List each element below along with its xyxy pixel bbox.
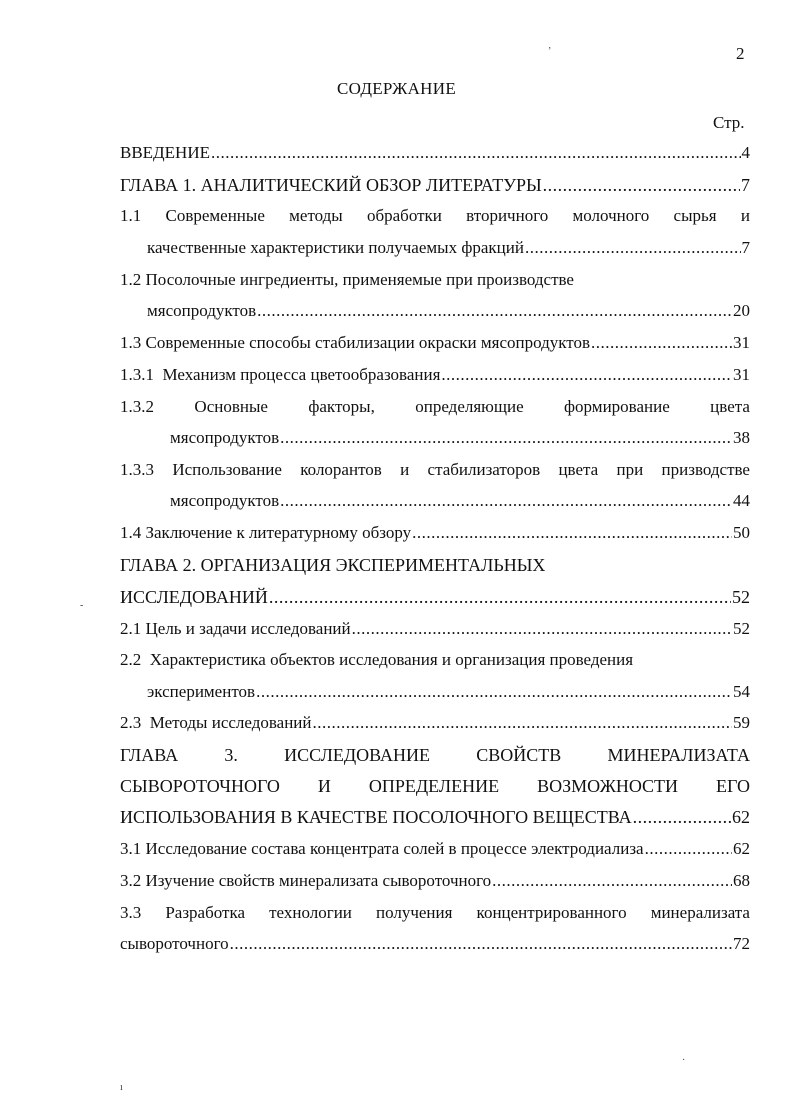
toc-word: получения bbox=[375, 903, 453, 922]
toc-entry-title: ГЛАВА 1. АНАЛИТИЧЕСКИЙ ОБЗОР ЛИТЕРАТУРЫ bbox=[120, 175, 542, 195]
scan-speck: · bbox=[682, 1055, 686, 1066]
toc-entry-title: 2.1 Цель и задачи исследований bbox=[120, 619, 351, 638]
toc-entry-page: 7 bbox=[741, 175, 750, 195]
toc-word: обработки bbox=[366, 206, 442, 225]
scan-speck: ı bbox=[120, 1082, 123, 1093]
toc-word: 3.3 bbox=[120, 903, 142, 922]
toc-entry-chapter-1[interactable] bbox=[120, 175, 750, 199]
toc-entry-page: 68 bbox=[733, 871, 750, 890]
toc-word: цвета bbox=[710, 397, 750, 416]
dot-leader bbox=[269, 587, 731, 608]
toc-entry-1-4[interactable] bbox=[120, 523, 750, 547]
page-column-label: Стр. bbox=[713, 113, 745, 132]
toc-word: методы bbox=[289, 206, 343, 225]
toc-entry-chapter-3-line3[interactable] bbox=[120, 807, 750, 831]
toc-entry-1-3-1[interactable] bbox=[120, 365, 750, 389]
toc-word: ЕГО bbox=[716, 776, 750, 796]
toc-word: МИНЕРАЛИЗАТА bbox=[607, 745, 750, 765]
toc-entry-page: 7 bbox=[741, 238, 750, 257]
dot-leader bbox=[412, 523, 732, 543]
toc-entry-title: мясопродуктов bbox=[170, 428, 280, 447]
toc-entry-1-3[interactable] bbox=[120, 333, 750, 357]
toc-entry-2-3[interactable] bbox=[120, 713, 750, 737]
toc-entry-page: 72 bbox=[733, 934, 750, 953]
toc-word: 1.3.2 bbox=[120, 397, 154, 416]
toc-entry-page: 52 bbox=[733, 619, 750, 638]
toc-entry-1-3-3-line1[interactable] bbox=[120, 460, 750, 484]
toc-entry-3-2[interactable] bbox=[120, 871, 750, 895]
toc-entry-title: 3.1 Исследование состава концентрата солей в процессе электродиализа bbox=[120, 839, 644, 858]
dot-leader bbox=[280, 491, 732, 511]
toc-entry-2-1[interactable] bbox=[120, 619, 750, 643]
toc-entry-title: сывороточного bbox=[120, 934, 229, 953]
toc-entry-1-1-line1[interactable] bbox=[120, 206, 750, 230]
toc-entry-title: 1.3 Современные способы стабилизации окраски мясопродуктов bbox=[120, 333, 591, 352]
dot-leader bbox=[230, 934, 732, 954]
toc-word: 1.1 bbox=[120, 206, 142, 225]
toc-word: и bbox=[400, 460, 410, 479]
toc-entry-title: мясопродуктов bbox=[170, 491, 280, 510]
toc-entry-title: качественные характеристики получаемых фракций bbox=[147, 238, 524, 257]
toc-word: Современные bbox=[165, 206, 265, 225]
toc-word: технологии bbox=[269, 903, 352, 922]
toc-word: молочного bbox=[572, 206, 650, 225]
dot-leader bbox=[591, 333, 732, 353]
toc-entry-introduction[interactable] bbox=[120, 143, 750, 167]
toc-word: факторы, bbox=[308, 397, 375, 416]
toc-word: ИССЛЕДОВАНИЕ bbox=[284, 745, 431, 765]
toc-word: цвета bbox=[558, 460, 599, 479]
toc-word: Основные bbox=[194, 397, 268, 416]
page-number: 2 bbox=[736, 44, 745, 63]
toc-word: 3. bbox=[224, 745, 238, 765]
toc-word: вторичного bbox=[466, 206, 549, 225]
toc-entry-3-1[interactable] bbox=[120, 839, 750, 863]
toc-entry-page: 44 bbox=[733, 491, 750, 510]
toc-word: колорантов bbox=[300, 460, 382, 479]
toc-word: концентрированного bbox=[476, 903, 627, 922]
toc-entry-title: 3.2 Изучение свойств минерализата сывороточного bbox=[120, 871, 492, 890]
dot-leader bbox=[313, 713, 732, 733]
toc-word: и bbox=[740, 206, 750, 225]
toc-entry-page: 50 bbox=[733, 523, 750, 542]
toc-entry-page: 59 bbox=[733, 713, 750, 732]
toc-entry-2-2-line1[interactable] bbox=[120, 650, 750, 674]
toc-entry-page: 54 bbox=[733, 682, 750, 701]
toc-entry-3-3-line2[interactable] bbox=[120, 934, 750, 958]
toc-word: формирование bbox=[564, 397, 670, 416]
toc-word: ГЛАВА bbox=[120, 745, 179, 765]
toc-entry-chapter-2-line2[interactable] bbox=[120, 587, 750, 611]
toc-entry-1-1-line2[interactable] bbox=[147, 238, 750, 262]
toc-entry-page: 52 bbox=[732, 587, 750, 607]
toc-entry-chapter-2-line1[interactable] bbox=[120, 555, 750, 579]
toc-entry-page: 31 bbox=[733, 365, 750, 384]
toc-word: сырья bbox=[673, 206, 717, 225]
toc-entry-page: 62 bbox=[732, 807, 750, 827]
dot-leader bbox=[633, 807, 731, 828]
dot-leader bbox=[441, 365, 732, 385]
toc-entry-title: ИССЛЕДОВАНИЙ bbox=[120, 587, 268, 607]
toc-entry-1-2-line1[interactable] bbox=[120, 270, 750, 294]
toc-entry-1-3-3-line2[interactable] bbox=[170, 491, 750, 515]
toc-word: 1.3.3 bbox=[120, 460, 154, 479]
dot-leader bbox=[211, 143, 741, 163]
toc-entry-title: ВВЕДЕНИЕ bbox=[120, 143, 210, 162]
toc-word: минерализата bbox=[650, 903, 750, 922]
toc-word: СЫВОРОТОЧНОГО bbox=[120, 776, 280, 796]
dot-leader bbox=[525, 238, 741, 258]
toc-entry-title: 2.3 Методы исследований bbox=[120, 713, 312, 732]
toc-entry-title: 1.3.1 Механизм процесса цветообразования bbox=[120, 365, 441, 384]
toc-entry-page: 4 bbox=[741, 143, 750, 162]
toc-entry-title: ГЛАВА 2. ОРГАНИЗАЦИЯ ЭКСПЕРИМЕНТАЛЬНЫХ bbox=[120, 555, 546, 575]
toc-word: определяющие bbox=[415, 397, 524, 416]
toc-entry-title: 1.4 Заключение к литературному обзору bbox=[120, 523, 412, 542]
toc-entry-1-2-line2[interactable] bbox=[147, 301, 750, 325]
toc-entry-title: мясопродуктов bbox=[147, 301, 257, 320]
toc-entry-2-2-line2[interactable] bbox=[147, 682, 750, 706]
toc-entry-page: 31 bbox=[733, 333, 750, 352]
toc-word: Разработка bbox=[165, 903, 246, 922]
toc-entry-title: экспериментов bbox=[147, 682, 256, 701]
scan-speck: ʼ bbox=[548, 46, 552, 57]
dot-leader bbox=[645, 839, 732, 859]
dot-leader bbox=[256, 682, 732, 702]
dot-leader bbox=[543, 175, 740, 196]
toc-word: при bbox=[616, 460, 644, 479]
toc-word: Использование bbox=[172, 460, 282, 479]
dot-leader bbox=[280, 428, 732, 448]
toc-entry-title: 1.2 Посолочные ингредиенты, применяемые при производстве bbox=[120, 270, 574, 289]
dot-leader bbox=[257, 301, 732, 321]
toc-entry-page: 20 bbox=[733, 301, 750, 320]
toc-word: призводстве bbox=[661, 460, 750, 479]
toc-entry-page: 38 bbox=[733, 428, 750, 447]
toc-entry-chapter-3-line2[interactable] bbox=[120, 776, 750, 800]
toc-entry-chapter-3-line1[interactable] bbox=[120, 745, 750, 769]
toc-entry-3-3-line1[interactable] bbox=[120, 903, 750, 927]
toc-word: ВОЗМОЖНОСТИ bbox=[537, 776, 679, 796]
toc-word: И bbox=[317, 776, 331, 796]
page-title: СОДЕРЖАНИЕ bbox=[336, 79, 457, 98]
toc-entry-1-3-2-line2[interactable] bbox=[170, 428, 750, 452]
dot-leader bbox=[492, 871, 732, 891]
toc-entry-page: 62 bbox=[733, 839, 750, 858]
dot-leader bbox=[352, 619, 732, 639]
toc-entry-1-3-2-line1[interactable] bbox=[120, 397, 750, 421]
toc-entry-title: ИСПОЛЬЗОВАНИЯ В КАЧЕСТВЕ ПОСОЛОЧНОГО ВЕЩЕСТВА bbox=[120, 807, 632, 827]
scan-speck: - bbox=[80, 600, 84, 611]
toc-word: ОПРЕДЕЛЕНИЕ bbox=[368, 776, 500, 796]
toc-word: СВОЙСТВ bbox=[476, 745, 562, 765]
toc-word: стабилизаторов bbox=[427, 460, 541, 479]
toc-entry-title: 2.2 Характеристика объектов исследования и организация проведения bbox=[120, 650, 634, 669]
